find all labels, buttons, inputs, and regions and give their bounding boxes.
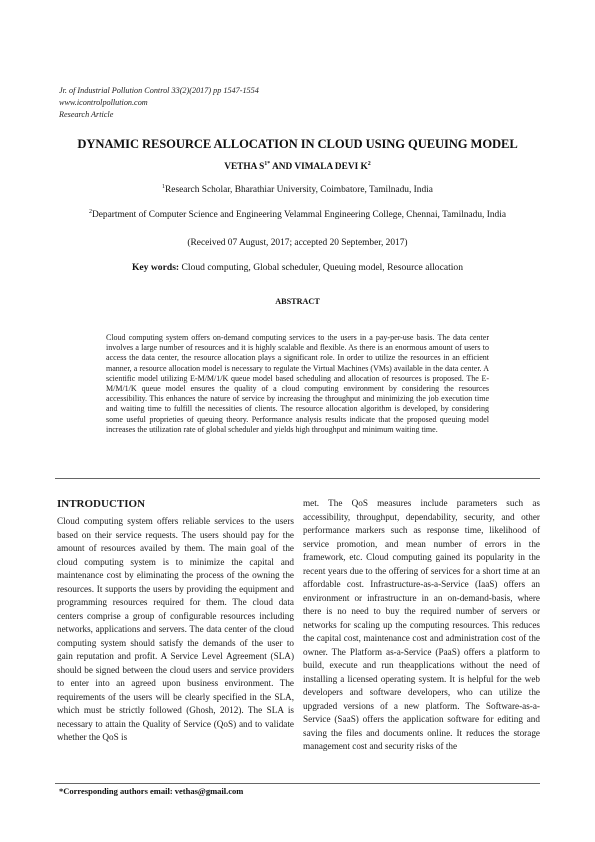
keywords-label: Key words: bbox=[131, 262, 180, 273]
journal-website: www.icontrolpollution.com bbox=[59, 98, 148, 107]
corresponding-label: *Corresponding authors email: bbox=[59, 786, 173, 796]
introduction-text-right: met. The QoS measures include parameters such as accessibility, throughput, dependability, security, and other performance markers such as response time, likelihood of service promotion, and mean number of errors in the framework, etc. Cloud computing gained its popularity in the recent years due to the offering of services for a short time at an affordable cost. Infrastructure-as-a-Service (IaaS) offers an environment or infrastructure in an on-demand-basis, where there is no need to buy the required number of servers or networks for scaling up the computing resources. This reduces the capital cost, maintenance cost and administration cost of the owner. The Platform as-a-Service (PaaS) offers a platform to build, execute and run theapplications without the need of installing a licensed operating system. It is helpful for the web developers and software developers, who can utilize the upgraded versions of a new platform. The Software-as-a-Service (SaaS) offers the application software for editing and saving the files and documents online. It reduces the storage management cost and security risks of the bbox=[303, 498, 540, 751]
affiliation-1-marker: 1 bbox=[162, 183, 166, 190]
affiliation-1 bbox=[20, 185, 575, 195]
paper-title: DYNAMIC RESOURCE ALLOCATION IN CLOUD USING QUEUING MODEL bbox=[77, 137, 518, 151]
article-type: Research Article bbox=[59, 110, 114, 119]
corresponding-email: vethas@gmail.com bbox=[172, 786, 244, 796]
journal-header bbox=[59, 85, 259, 121]
affiliation-2 bbox=[20, 210, 575, 220]
keywords-text: Cloud computing, Global scheduler, Queuing model, Resource allocation bbox=[179, 262, 464, 273]
introduction-text-left: Cloud computing system offers reliable services to the users based on their service requests. The users should pay for the amount of resources availed by them. The main goal of the cloud computing system is to minimize the capital and maintenance cost by eliminating the process of the owning the resources. It supports the users by providing the equipment and programming resources required for them. The cloud data centers comprise a group of configurable resources including networks, applications and servers. The data center of the cloud computing system should satisfy the demands of the user to gain reputation and profit. A Service Level Agreement (SLA) should be signed between the cloud users and service providers to enter into an agreed upon business environment. The requirements of the users will be clearly specified in the SLA, which must be strictly followed (Ghosh, 2012). The SLA is necessary to attain the Quality of Service (QoS) and to validate whether the QoS is bbox=[57, 516, 294, 742]
corresponding-author-note bbox=[59, 786, 243, 796]
body-column-right bbox=[303, 497, 540, 754]
body-column-left bbox=[57, 497, 294, 745]
author-conjunction: AND bbox=[270, 162, 295, 172]
abstract-divider bbox=[55, 478, 540, 479]
footnote-divider bbox=[55, 783, 540, 784]
affiliation-1-text: Research Scholar, Bharathiar University, Coimbatore, Tamilnadu, India bbox=[165, 185, 433, 195]
author-2: VIMALA DEVI K bbox=[294, 162, 368, 172]
affiliation-2-marker: 2 bbox=[89, 208, 92, 215]
keywords bbox=[20, 262, 575, 273]
received-dates: (Received 07 August, 2017; accepted 20 September, 2017) bbox=[187, 238, 408, 248]
author-line bbox=[40, 162, 555, 172]
affiliation-2-text: Department of Computer Science and Engineering Velammal Engineering College, Chennai, Tamilnadu, India bbox=[92, 210, 506, 220]
abstract-body: Cloud computing system offers on-demand computing services to the users in a pay-per-use basis. The data center involves a large number of resources and it is highly scalable and flexible. As there is an enormous amount of users to access the data center, the resource allocation plays a significant role. In order to utilize the resources in an efficient manner, a resource allocation model is necessary to regulate the Virtual Machines (VMs) available in the data center. A scientific model utilizing E-M/M/1/K queue model based scheduling and allocation of resources is proposed. The E-M/M/1/K queue model ensures the quality of a cloud computing environment by considering the resources accessibility. This enhances the nature of service by increasing the throughput and minimizing the job execution time and waiting time to fulfill the necessities of clients. The resource allocation algorithm is developed, by considering some useful proprieties of queuing theory. Performance analysis results indicate that the proposed queuing model increases the utilization rate of global scheduler and yields high throughput and minimum waiting time. bbox=[106, 333, 489, 434]
section-heading-introduction: INTRODUCTION bbox=[57, 498, 146, 510]
journal-citation: Jr. of Industrial Pollution Control 33(2)(2017) pp 1547-1554 bbox=[59, 86, 259, 95]
abstract-heading: ABSTRACT bbox=[275, 297, 320, 306]
author-1-marker: 1* bbox=[264, 160, 271, 167]
author-2-marker: 2 bbox=[367, 160, 371, 167]
author-1: VETHA S bbox=[224, 162, 265, 172]
